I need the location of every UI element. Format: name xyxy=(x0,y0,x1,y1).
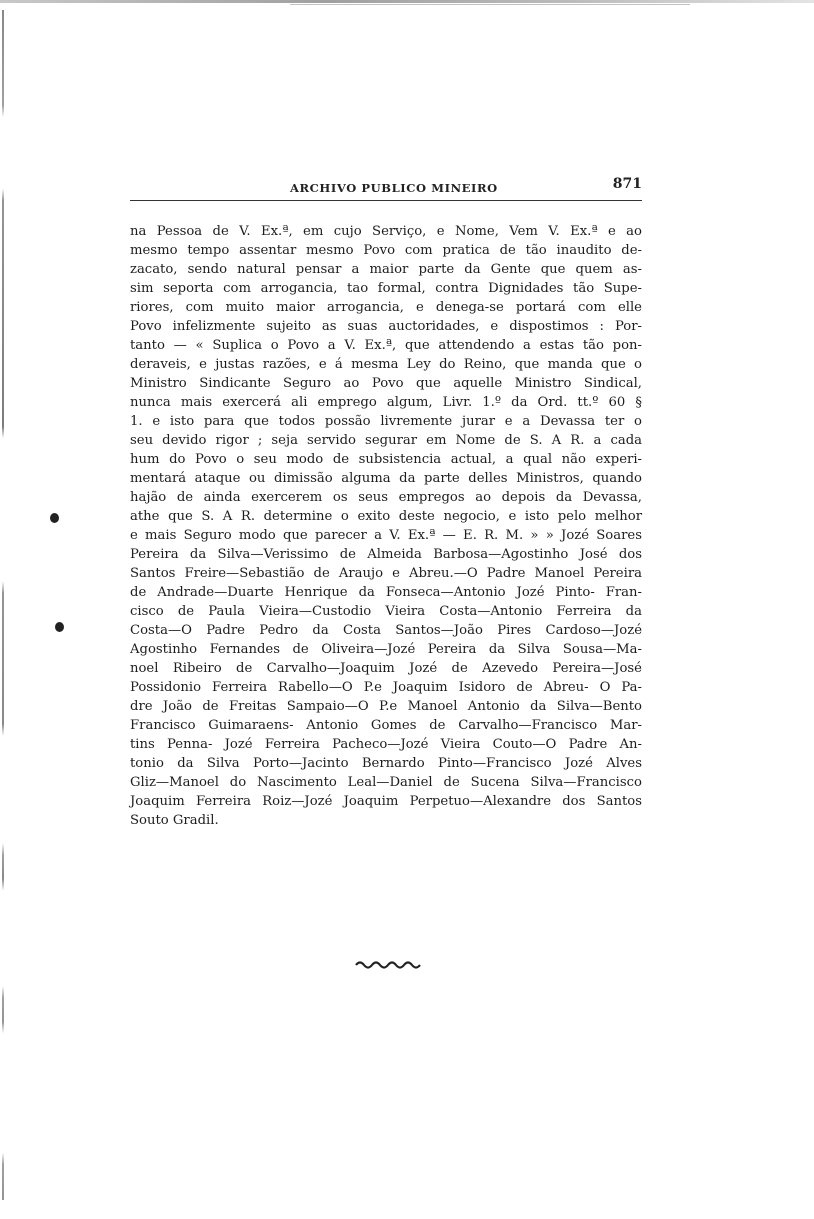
text-line: deraveis, e justas razões, e á mesma Ley do Reino, que manda que o xyxy=(130,357,642,372)
text-line: Costa—O Padre Pedro da Costa Santos—João Pires Cardoso—Jozé xyxy=(130,623,642,638)
text-line: Possidonio Ferreira Rabello—O P.e Joaquim Isidoro de Abreu- O Pa- xyxy=(130,680,642,695)
text-line: Francisco Guimaraens- Antonio Gomes de Carvalho—Francisco Mar- xyxy=(130,718,642,733)
text-line: Souto Gradil. xyxy=(130,813,219,828)
text-line: noel Ribeiro de Carvalho—Joaquim Jozé de Azevedo Pereira—José xyxy=(130,661,642,676)
text-line: nunca mais exercerá ali emprego algum, Livr. 1.º da Ord. tt.º 60 § xyxy=(130,395,642,410)
ink-blot-mark xyxy=(50,513,59,523)
text-line: Santos Freire—Sebastião de Araujo e Abreu.—O Padre Manoel Pereira xyxy=(130,566,642,581)
page-top-edge xyxy=(0,0,814,3)
text-line: e mais Seguro modo que parecer a V. Ex.ª — E. R. M. » » Jozé Soares xyxy=(130,528,642,543)
running-head xyxy=(130,176,642,200)
text-line: Pereira da Silva—Verissimo de Almeida Barbosa—Agostinho José dos xyxy=(130,547,642,562)
text-line: Gliz—Manoel do Nascimento Leal—Daniel de Sucena Silva—Francisco xyxy=(130,775,642,790)
text-line: Ministro Sindicante Seguro ao Povo que aquelle Ministro Sindical, xyxy=(130,376,642,391)
text-line: cisco de Paula Vieira—Custodio Vieira Costa—Antonio Ferreira da xyxy=(130,604,642,619)
text-line: tanto — « Suplica o Povo a V. Ex.ª, que attendendo a estas tão pon- xyxy=(130,338,642,353)
text-line: dre João de Freitas Sampaio—O P.e Manoel Antonio da Silva—Bento xyxy=(130,699,642,714)
text-line: riores, com muito maior arrogancia, e denega-se portará com elle xyxy=(130,300,642,315)
text-line: sim seporta com arrogancia, tao formal, contra Dignidades tão Supe- xyxy=(130,281,642,296)
text-line: 1. e isto para que todos possão livremente jurar e a Devassa ter o xyxy=(130,414,642,429)
text-line: de Andrade—Duarte Henrique da Fonseca—Antonio Jozé Pinto- Fran- xyxy=(130,585,642,600)
text-line: athe que S. A R. determine o exito deste negocio, e isto pelo melhor xyxy=(130,509,642,524)
page-top-edge-shadow xyxy=(290,4,690,5)
text-line: mesmo tempo assentar mesmo Povo com pratica de tão inaudito de- xyxy=(130,243,642,258)
text-line: Agostinho Fernandes de Oliveira—Jozé Pereira da Silva Sousa—Ma- xyxy=(130,642,642,657)
text-line: zacato, sendo natural pensar a maior parte da Gente que quem as- xyxy=(130,262,642,277)
text-line: Joaquim Ferreira Roiz—Jozé Joaquim Perpetuo—Alexandre dos Santos xyxy=(130,794,642,809)
text-line: tonio da Silva Porto—Jacinto Bernardo Pinto—Francisco Jozé Alves xyxy=(130,756,642,771)
page-number: 871 xyxy=(612,176,642,192)
page-left-edge xyxy=(2,10,4,1200)
wavy-ornament-icon xyxy=(354,958,426,972)
ink-blot-mark xyxy=(55,622,64,632)
text-line: hum do Povo o seu modo de subsistencia actual, a qual não experi- xyxy=(130,452,642,467)
running-head-title: ARCHIVO PUBLICO MINEIRO xyxy=(290,181,498,195)
text-line: tins Penna- Jozé Ferreira Pacheco—Jozé Vieira Couto—O Padre An- xyxy=(130,737,642,752)
running-head-rule xyxy=(130,200,642,201)
text-line: mentará ataque ou dimissão alguma da parte delles Ministros, quando xyxy=(130,471,642,486)
text-line: seu devido rigor ; seja servido segurar em Nome de S. A R. a cada xyxy=(130,433,642,448)
body-text xyxy=(130,222,642,830)
text-line: Povo infelizmente sujeito as suas auctoridades, e dispostimos : Por- xyxy=(130,319,642,334)
text-line: na Pessoa de V. Ex.ª, em cujo Serviço, e Nome, Vem V. Ex.ª e ao xyxy=(130,224,642,239)
text-line: hajão de ainda exercerem os seus empregos ao depois da Devassa, xyxy=(130,490,642,505)
